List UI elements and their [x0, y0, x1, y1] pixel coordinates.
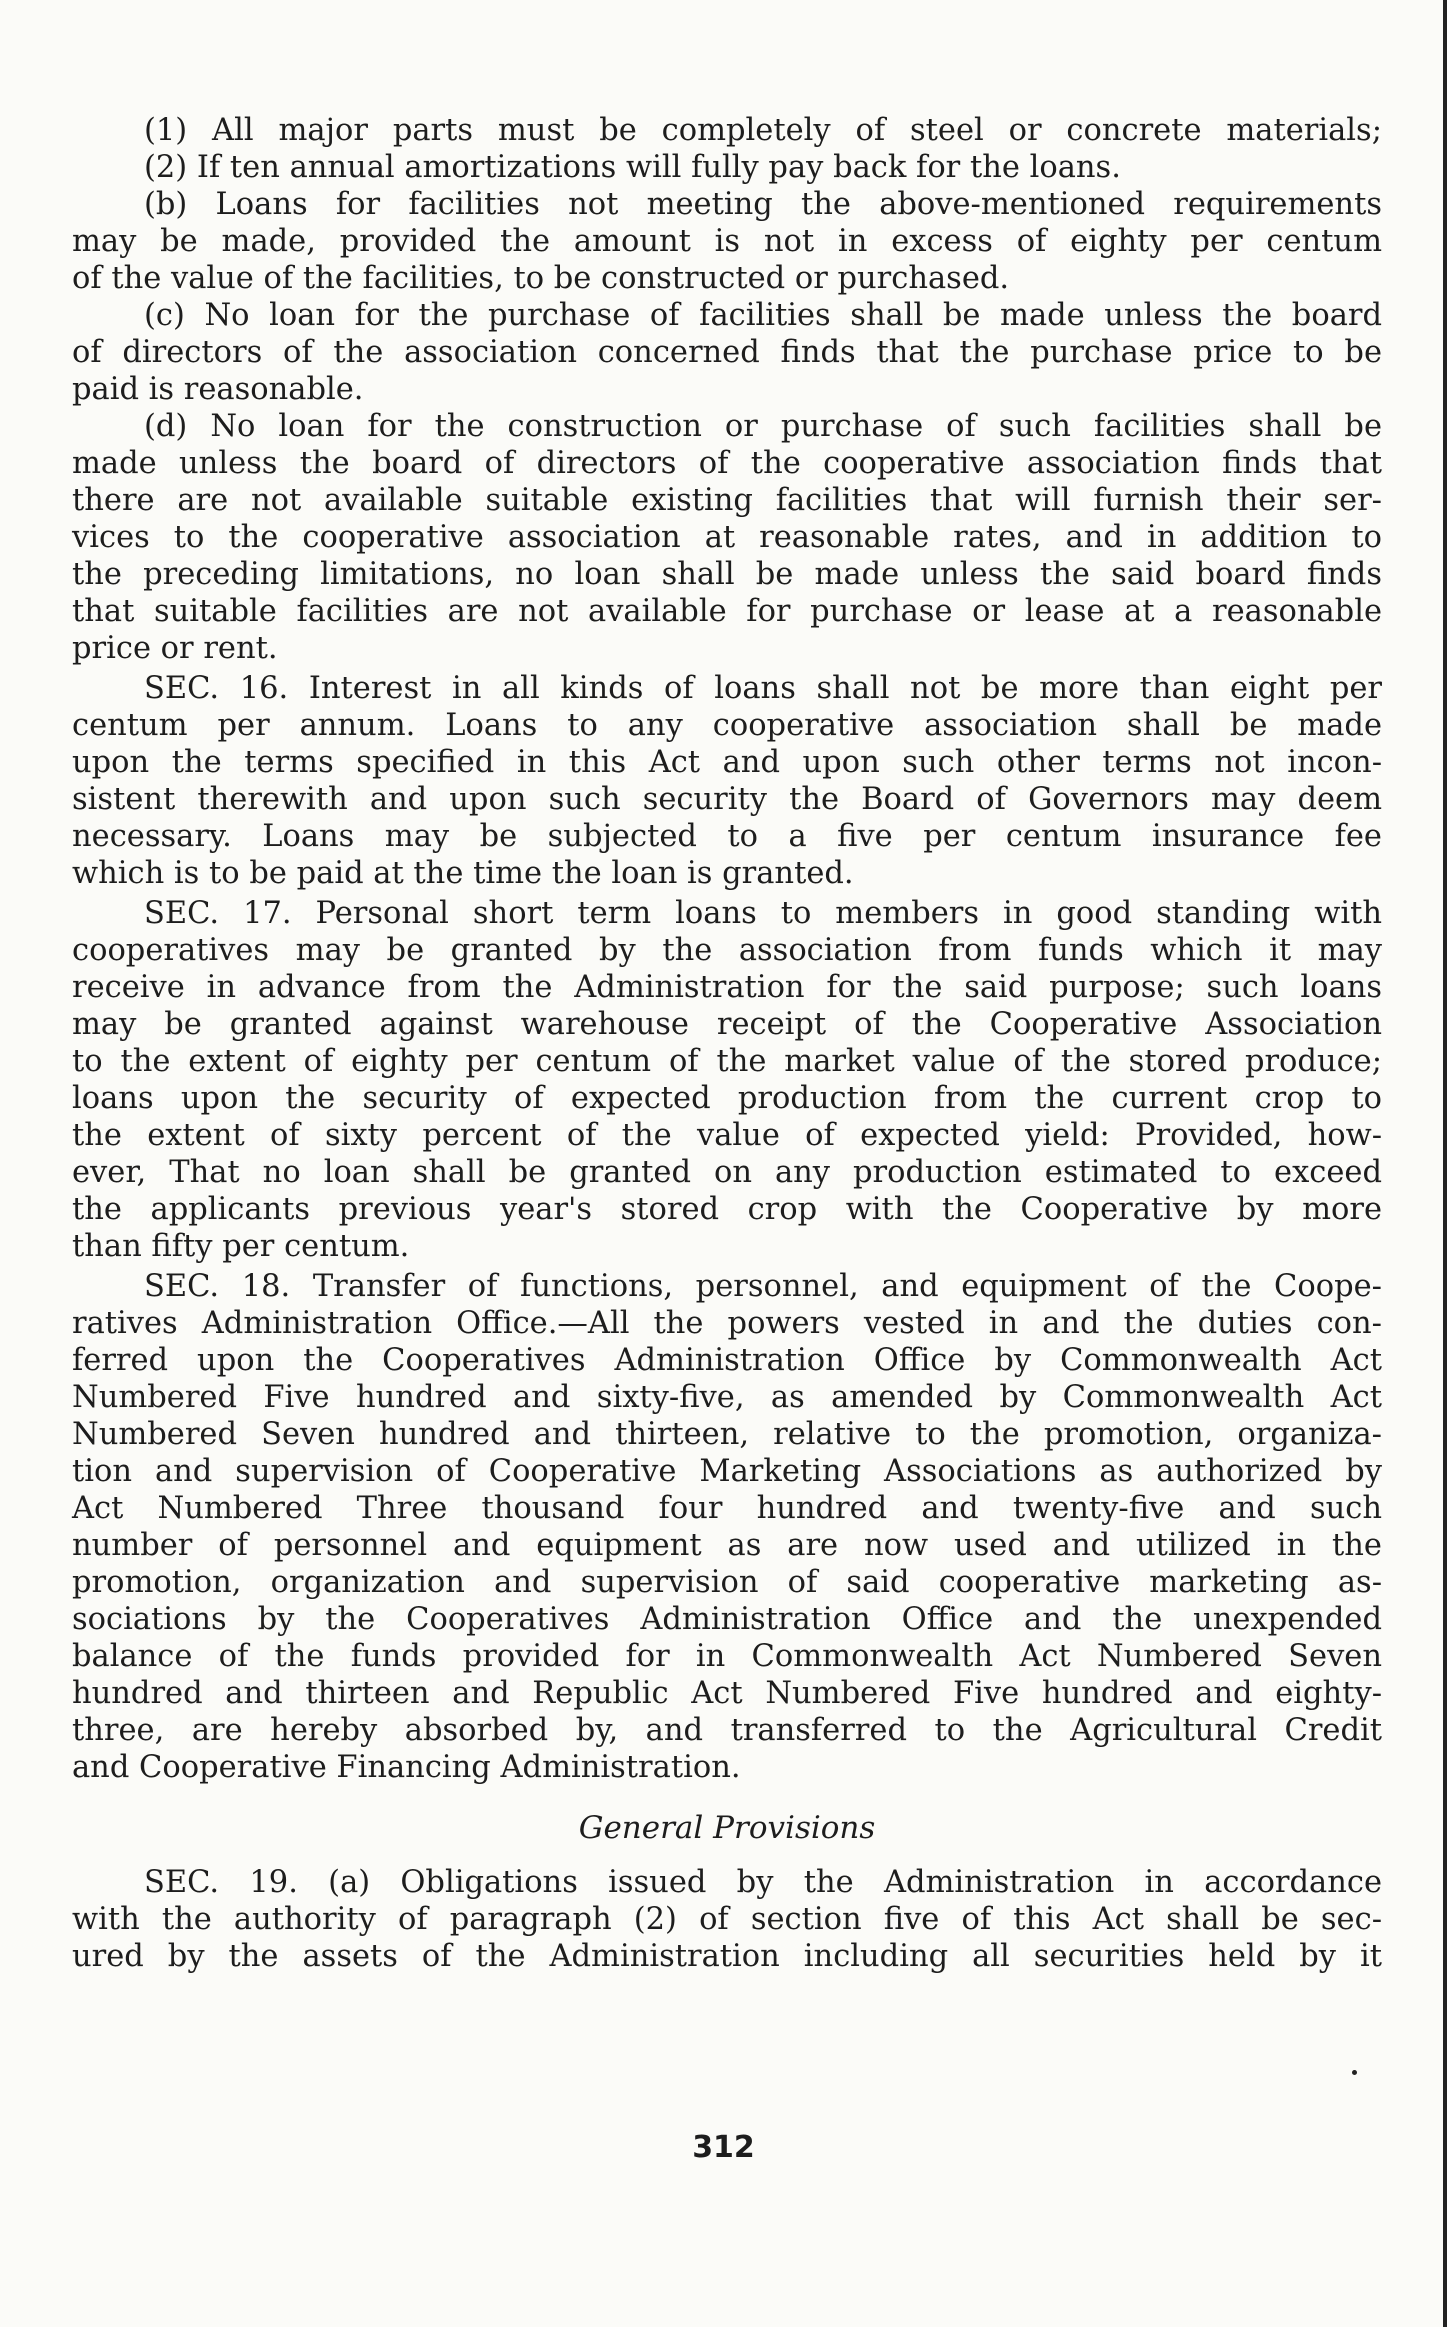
text-line: vices to the cooperative association at reasonable rates, and in addition to	[72, 520, 1382, 555]
text-line: balance of the funds provided for in Commonwealth Act Numbered Seven	[72, 1639, 1382, 1674]
page-number: 312	[692, 2130, 755, 2165]
section-18-line: SEC. 18. Transfer of functions, personnel, and equipment of the Coope-	[144, 1269, 1382, 1304]
text-line: than fifty per centum.	[72, 1229, 410, 1264]
section-16-line: SEC. 16. Interest in all kinds of loans shall not be more than eight per	[144, 671, 1382, 706]
text-line: Numbered Seven hundred and thirteen, relative to the promotion, organiza-	[72, 1417, 1382, 1452]
text-line: (b) Loans for facilities not meeting the above-mentioned requirements	[144, 187, 1382, 222]
text-line: sistent therewith and upon such security the Board of Governors may deem	[72, 782, 1382, 817]
text-line: receive in advance from the Administration for the said purpose; such loans	[72, 970, 1382, 1005]
text-line: to the extent of eighty per centum of the market value of the stored produce;	[72, 1044, 1382, 1079]
text-line: the applicants previous year's stored crop with the Cooperative by more	[72, 1192, 1382, 1227]
text-line: and Cooperative Financing Administration.	[72, 1750, 741, 1785]
scan-edge	[1443, 0, 1447, 2327]
section-19-line: SEC. 19. (a) Obligations issued by the Administration in accordance	[144, 1865, 1382, 1900]
text-line: number of personnel and equipment as are now used and utilized in the	[72, 1528, 1382, 1563]
text-line: may be made, provided the amount is not in excess of eighty per centum	[72, 224, 1382, 259]
section-heading: General Provisions	[578, 1810, 876, 1846]
text-line: ured by the assets of the Administration including all securities held by it	[72, 1939, 1382, 1974]
text-line: (d) No loan for the construction or purchase of such facilities shall be	[144, 409, 1382, 444]
text-line: tion and supervision of Cooperative Marketing Associations as authorized by	[72, 1454, 1382, 1489]
document-body	[72, 112, 1382, 1975]
text-line: ferred upon the Cooperatives Administration Office by Commonwealth Act	[72, 1343, 1382, 1378]
text-line: with the authority of paragraph (2) of section five of this Act shall be sec-	[72, 1902, 1382, 1937]
text-line: necessary. Loans may be subjected to a five per centum insurance fee	[72, 819, 1382, 854]
scan-speck	[1352, 2070, 1357, 2075]
text-line: (c) No loan for the purchase of facilities shall be made unless the board	[144, 298, 1382, 333]
section-17-line: SEC. 17. Personal short term loans to members in good standing with	[144, 896, 1382, 931]
text-line: ever, That no loan shall be granted on any production estimated to exceed	[72, 1155, 1382, 1190]
text-line: the extent of sixty percent of the value of expected yield: Provided, how-	[72, 1118, 1382, 1153]
text-line: there are not available suitable existing facilities that will furnish their ser-	[72, 483, 1382, 518]
text-line: the preceding limitations, no loan shall be made unless the said board finds	[72, 557, 1382, 592]
text-line: Numbered Five hundred and sixty-five, as amended by Commonwealth Act	[72, 1380, 1382, 1415]
text-line: made unless the board of directors of the cooperative association finds that	[72, 446, 1382, 481]
text-line: upon the terms specified in this Act and upon such other terms not incon-	[72, 745, 1382, 780]
text-line: centum per annum. Loans to any cooperative association shall be made	[72, 708, 1382, 743]
text-line: that suitable facilities are not available for purchase or lease at a reasonable	[72, 594, 1382, 629]
text-line: (2) If ten annual amortizations will fully pay back for the loans.	[144, 150, 1121, 185]
text-line: cooperatives may be granted by the association from funds which it may	[72, 933, 1382, 968]
text-line: ratives Administration Office.—All the powers vested in and the duties con-	[72, 1306, 1382, 1341]
text-line: of the value of the facilities, to be constructed or purchased.	[72, 261, 1010, 296]
text-line: may be granted against warehouse receipt of the Cooperative Association	[72, 1007, 1382, 1042]
text-line: hundred and thirteen and Republic Act Numbered Five hundred and eighty-	[72, 1676, 1382, 1711]
text-line: loans upon the security of expected production from the current crop to	[72, 1081, 1382, 1116]
text-line: promotion, organization and supervision of said cooperative marketing as-	[72, 1565, 1382, 1600]
text-line: sociations by the Cooperatives Administration Office and the unexpended	[72, 1602, 1382, 1637]
text-line: (1) All major parts must be completely of steel or concrete materials;	[144, 113, 1382, 148]
text-line: Act Numbered Three thousand four hundred and twenty-five and such	[72, 1491, 1382, 1526]
text-line: price or rent.	[72, 631, 278, 666]
text-line: of directors of the association concerned finds that the purchase price to be	[72, 335, 1382, 370]
text-line: which is to be paid at the time the loan is granted.	[72, 856, 854, 891]
text-line: paid is reasonable.	[72, 372, 364, 407]
text-line: three, are hereby absorbed by, and transferred to the Agricultural Credit	[72, 1713, 1382, 1748]
